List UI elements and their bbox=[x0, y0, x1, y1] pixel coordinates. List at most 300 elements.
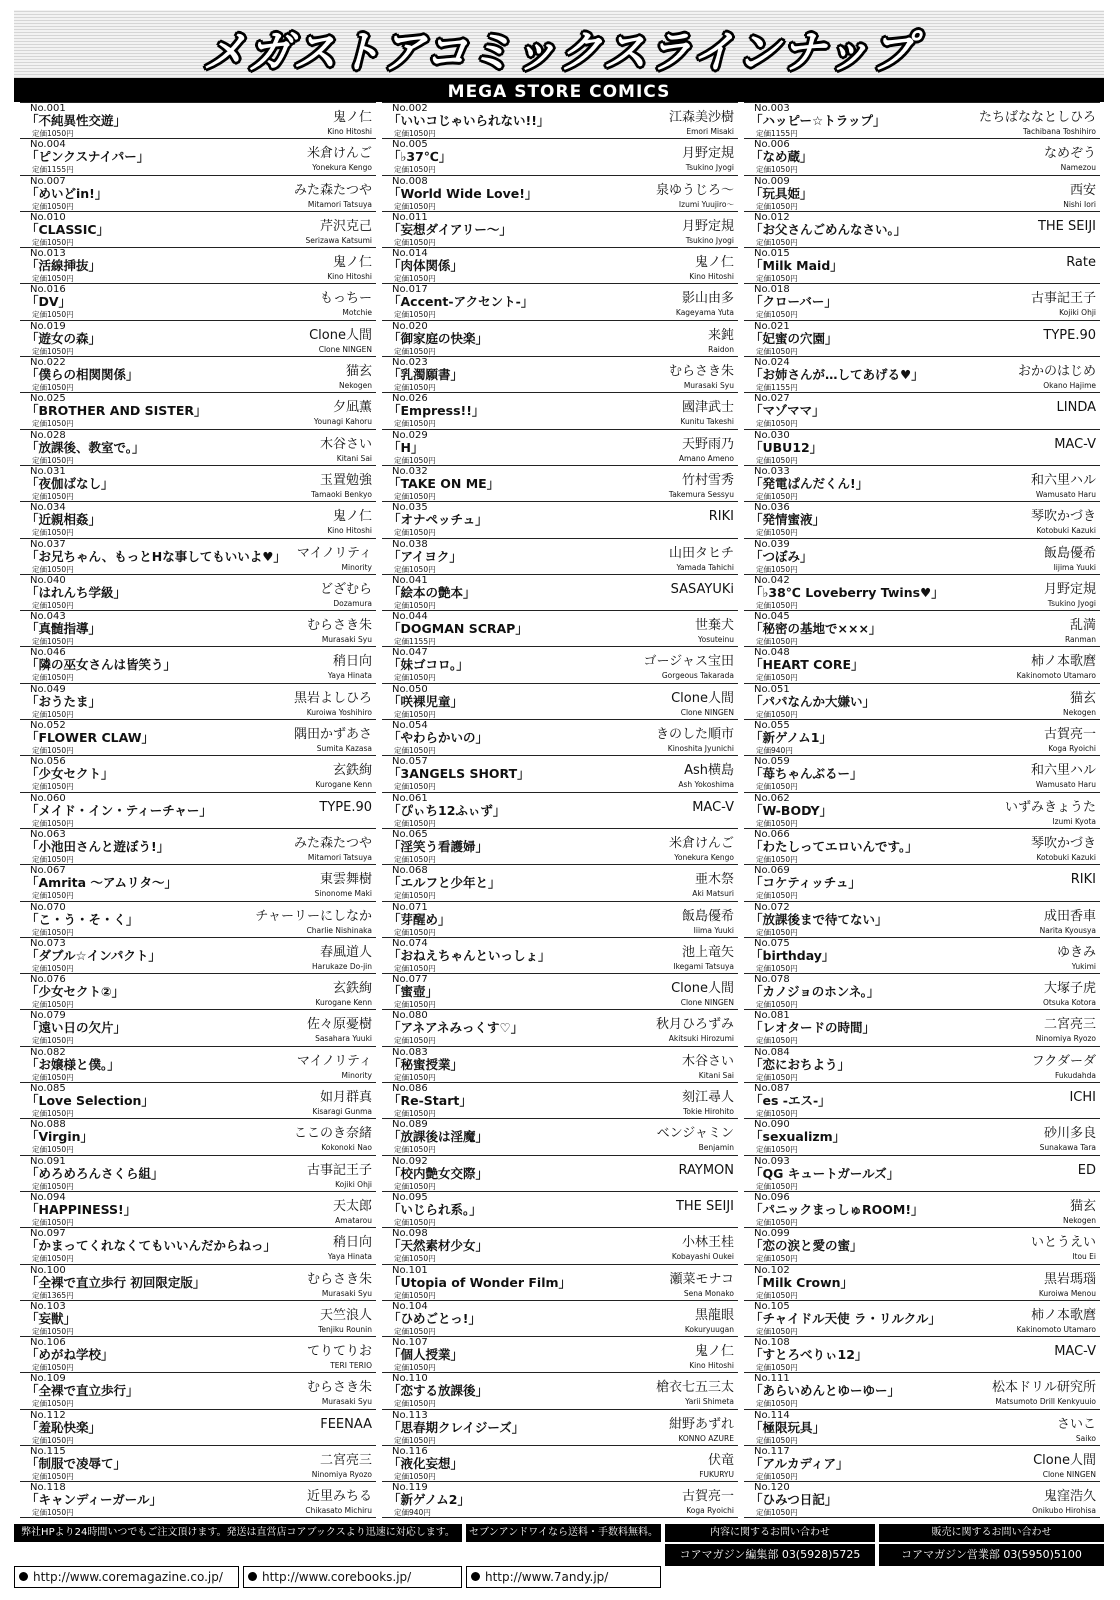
entry-author-romaji: Fukudahda bbox=[1055, 1070, 1096, 1080]
entry-author-romaji: Wamusato Haru bbox=[1035, 489, 1096, 499]
entry-author-romaji: Clone NINGEN bbox=[680, 998, 734, 1008]
page-subtitle: MEGA STORE COMICS bbox=[447, 82, 671, 102]
entry-title: 「淫笑う看護婦」 bbox=[388, 838, 489, 854]
comic-entry bbox=[744, 755, 1100, 791]
entry-author-romaji: Ninomiya Ryozo bbox=[311, 1469, 372, 1479]
comic-entry bbox=[744, 1409, 1100, 1445]
entry-title: 「放課後まで待てない」 bbox=[750, 911, 888, 927]
entry-price: 定価1050円 bbox=[394, 1109, 436, 1119]
entry-author-romaji: Tenjiku Rounin bbox=[318, 1324, 372, 1334]
entry-title: 「Re-Start」 bbox=[388, 1093, 472, 1109]
entry-author-romaji: Ranman bbox=[1064, 635, 1096, 645]
entry-number: No.034 bbox=[30, 502, 66, 514]
entry-title: 「W-BODY」 bbox=[750, 802, 833, 818]
comic-entry bbox=[20, 356, 376, 392]
entry-price: 定価1050円 bbox=[394, 1072, 436, 1082]
entry-price: 定価1050円 bbox=[32, 1508, 74, 1518]
entry-author: 近里みちる bbox=[306, 1489, 372, 1505]
comic-entry bbox=[382, 610, 738, 646]
entry-author-romaji: Namezou bbox=[1060, 163, 1096, 173]
comic-entry bbox=[20, 138, 376, 174]
entry-title: 「近親相姦」 bbox=[26, 512, 102, 528]
entry-price: 定価1050円 bbox=[394, 891, 436, 901]
entry-number: No.065 bbox=[392, 828, 428, 840]
entry-price: 定価1050円 bbox=[32, 419, 74, 429]
comic-entry bbox=[744, 283, 1100, 319]
entry-price: 定価1050円 bbox=[756, 854, 798, 864]
entry-number: No.100 bbox=[30, 1264, 66, 1276]
entry-number: No.107 bbox=[392, 1337, 428, 1349]
entry-author: ゆきみ bbox=[1056, 944, 1096, 960]
entry-title: 「3ANGELS SHORT」 bbox=[388, 766, 530, 782]
entry-price: 定価1050円 bbox=[756, 1072, 798, 1082]
comic-entry bbox=[382, 901, 738, 937]
entry-title: 「発情蜜液」 bbox=[750, 512, 826, 528]
entry-price: 定価1050円 bbox=[32, 1145, 74, 1155]
entry-title: 「いいコじゃいられない!!」 bbox=[388, 113, 550, 128]
comic-entry bbox=[744, 901, 1100, 937]
entry-title: 「少女セクト②」 bbox=[26, 984, 125, 1000]
entry-author: 西安 bbox=[1069, 182, 1096, 198]
entry-number: No.086 bbox=[392, 1083, 428, 1095]
entry-price: 定価1050円 bbox=[394, 818, 436, 828]
comic-entry bbox=[382, 211, 738, 247]
entry-author-romaji: Kunitu Takeshi bbox=[680, 417, 734, 427]
entry-number: No.033 bbox=[754, 465, 790, 477]
entry-author: みた森たつや bbox=[293, 182, 372, 198]
entry-number: No.075 bbox=[754, 937, 790, 949]
comic-entry bbox=[744, 719, 1100, 755]
comic-entry bbox=[20, 901, 376, 937]
entry-author-romaji: Nishi Iori bbox=[1063, 199, 1096, 209]
entry-author: 二宮亮三 bbox=[319, 1452, 372, 1468]
entry-number: No.042 bbox=[754, 574, 790, 586]
entry-title: 「恋におちよう」 bbox=[750, 1056, 851, 1072]
entry-price: 定価1050円 bbox=[756, 600, 798, 610]
entry-title: 「新ゲノム1」 bbox=[750, 730, 832, 746]
entry-price: 定価1050円 bbox=[756, 891, 798, 901]
entry-author-romaji: Izumi Kyota bbox=[1052, 816, 1096, 826]
comic-entry bbox=[382, 1227, 738, 1263]
entry-author: 猫玄 bbox=[1069, 1198, 1096, 1214]
entry-number: No.093 bbox=[754, 1155, 790, 1167]
entry-author: 佐々原憂樹 bbox=[306, 1017, 372, 1033]
comic-entry bbox=[382, 102, 738, 138]
entry-number: No.051 bbox=[754, 683, 790, 695]
entry-price: 定価1050円 bbox=[32, 818, 74, 828]
entry-price: 定価940円 bbox=[756, 746, 793, 756]
entry-price: 定価940円 bbox=[394, 1508, 431, 1518]
entry-price: 定価1050円 bbox=[32, 528, 74, 538]
comic-entry bbox=[382, 646, 738, 682]
comic-entry bbox=[20, 1264, 376, 1300]
entry-author-romaji: Koga Ryoichi bbox=[1048, 744, 1096, 754]
entry-number: No.023 bbox=[392, 357, 428, 369]
entry-price: 定価1050円 bbox=[32, 927, 74, 937]
entry-number: No.056 bbox=[30, 756, 66, 768]
entry-price: 定価1050円 bbox=[394, 1435, 436, 1445]
entry-author-romaji: Yonekura Kengo bbox=[674, 852, 734, 862]
entry-number: No.117 bbox=[754, 1445, 790, 1457]
entry-number: No.044 bbox=[392, 611, 428, 623]
entry-number: No.041 bbox=[392, 574, 428, 586]
entry-number: No.050 bbox=[392, 683, 428, 695]
entry-title: 「TAKE ON ME」 bbox=[388, 475, 500, 491]
entry-author: 砂川多良 bbox=[1043, 1126, 1096, 1142]
entry-price: 定価1050円 bbox=[756, 818, 798, 828]
comic-entry bbox=[20, 646, 376, 682]
entry-author-romaji: Amano Ameno bbox=[678, 453, 734, 463]
entry-price: 定価1050円 bbox=[32, 310, 74, 320]
entry-number: No.097 bbox=[30, 1228, 66, 1240]
entry-price: 定価1050円 bbox=[756, 564, 798, 574]
entry-author: 琴吹かづき bbox=[1030, 835, 1096, 851]
url-7andy-link[interactable]: http://www.7andy.jp/ bbox=[466, 1566, 661, 1588]
entry-number: No.085 bbox=[30, 1083, 66, 1095]
entry-number: No.048 bbox=[754, 647, 790, 659]
entry-title: 「お兄ちゃん、もっとHな事してもいいよ♥」 bbox=[26, 548, 286, 564]
entry-author-romaji: Charlie Nishinaka bbox=[306, 925, 372, 935]
entry-title: 「キャンディーガール」 bbox=[26, 1492, 163, 1508]
entry-author: 古賀亮一 bbox=[681, 1489, 734, 1505]
comic-entry bbox=[20, 1336, 376, 1372]
entry-price: 定価1050円 bbox=[756, 709, 798, 719]
comic-entry bbox=[382, 429, 738, 465]
entry-author: 江森美沙樹 bbox=[668, 110, 734, 125]
entry-number: No.114 bbox=[754, 1409, 790, 1421]
entry-author: マイノリティ bbox=[296, 545, 372, 561]
comic-entry bbox=[20, 828, 376, 864]
entry-price: 定価1050円 bbox=[394, 237, 436, 247]
entry-number: No.043 bbox=[30, 611, 66, 623]
entry-author: RIKI bbox=[1070, 872, 1096, 888]
entry-title: 「不純異性交遊」 bbox=[26, 113, 127, 128]
entry-author: なめぞう bbox=[1043, 146, 1096, 162]
entry-title: 「パニックまっしゅROOM!」 bbox=[750, 1201, 924, 1217]
entry-author: てりてりお bbox=[306, 1344, 372, 1360]
entry-author: 槍衣七五三太 bbox=[655, 1380, 734, 1396]
entry-title: 「わたしってエロいんです。」 bbox=[750, 838, 918, 854]
comic-entry bbox=[20, 1409, 376, 1445]
entry-number: No.079 bbox=[30, 1010, 66, 1022]
comic-entry bbox=[382, 138, 738, 174]
lineup-column bbox=[20, 102, 376, 1518]
entry-price: 定価1050円 bbox=[394, 383, 436, 393]
entry-title: 「あらいめんとゆーゆー」 bbox=[750, 1383, 901, 1399]
entry-author-romaji: Sena Monako bbox=[683, 1288, 734, 1298]
entry-price: 定価1050円 bbox=[32, 1217, 74, 1227]
entry-price: 定価1050円 bbox=[756, 1000, 798, 1010]
comic-entry bbox=[744, 1046, 1100, 1082]
entry-title: 「芽醒め」 bbox=[388, 911, 451, 927]
entry-price: 定価1050円 bbox=[32, 383, 74, 393]
entry-title: 「UBU12」 bbox=[750, 439, 823, 455]
entry-author: 玄鉄絢 bbox=[332, 981, 372, 997]
entry-number: No.071 bbox=[392, 901, 428, 913]
entry-price: 定価1155円 bbox=[32, 165, 74, 175]
entry-title: 「アイヨク」 bbox=[388, 548, 462, 564]
entry-number: No.013 bbox=[30, 248, 66, 260]
entry-author-romaji: Onikubo Hirohisa bbox=[1032, 1506, 1096, 1516]
entry-title: 「ハッピー☆トラップ」 bbox=[750, 113, 886, 128]
entry-author: 来鈍 bbox=[707, 327, 734, 343]
entry-author-romaji: Serizawa Katsumi bbox=[305, 235, 372, 245]
comic-entry bbox=[744, 610, 1100, 646]
entry-author: 天太郎 bbox=[332, 1198, 372, 1214]
entry-number: No.113 bbox=[392, 1409, 428, 1421]
entry-price: 定価1050円 bbox=[756, 1508, 798, 1518]
entry-title: 「小池田さんと遊ぼう!」 bbox=[26, 838, 170, 854]
entry-number: No.069 bbox=[754, 865, 790, 877]
entry-title: 「FLOWER CLAW」 bbox=[26, 730, 155, 746]
entry-author: 鬼ノ仁 bbox=[694, 1344, 734, 1360]
comic-entry bbox=[744, 683, 1100, 719]
entry-author: 米倉けんご bbox=[306, 146, 372, 162]
entry-title: 「オナペッチュ」 bbox=[388, 512, 488, 528]
entry-price: 定価1050円 bbox=[756, 346, 798, 356]
url-coremagazine-link[interactable]: http://www.coremagazine.co.jp/ bbox=[14, 1566, 239, 1588]
footer-contact-editorial-label: 内容に関するお問い合わせ bbox=[665, 1524, 875, 1542]
entry-author-romaji: Kakinomoto Utamaro bbox=[1016, 671, 1096, 681]
entry-author-romaji: Nekogen bbox=[338, 381, 372, 391]
entry-title: 「レオタードの時間」 bbox=[750, 1020, 876, 1036]
entry-price: 定価1050円 bbox=[394, 782, 436, 792]
entry-author: たちばななとしひろ bbox=[978, 110, 1096, 125]
entry-author: 竹村雪秀 bbox=[681, 472, 734, 488]
footer-sales-phone: コアマガジン営業部 03(5950)5100 bbox=[879, 1544, 1104, 1566]
comic-entry bbox=[744, 320, 1100, 356]
entry-author: いずみきょうた bbox=[1004, 799, 1096, 815]
comic-entry bbox=[382, 1336, 738, 1372]
entry-price: 定価1050円 bbox=[756, 1399, 798, 1409]
entry-price: 定価1050円 bbox=[32, 237, 74, 247]
entry-author-romaji: Yaya Hinata bbox=[327, 671, 372, 681]
entry-author-romaji: FUKURYU bbox=[699, 1469, 734, 1479]
comic-entry bbox=[744, 211, 1100, 247]
entry-title: 「全裸で直立歩行 初回限定版」 bbox=[26, 1274, 206, 1290]
entry-number: No.009 bbox=[754, 175, 790, 187]
comic-entry bbox=[744, 574, 1100, 610]
entry-number: No.090 bbox=[754, 1119, 790, 1131]
comic-entry bbox=[382, 320, 738, 356]
comic-entry bbox=[744, 973, 1100, 1009]
entry-author-romaji: Tsukino Jyogi bbox=[1047, 598, 1096, 608]
comic-entry bbox=[20, 538, 376, 574]
entry-number: No.109 bbox=[30, 1373, 66, 1385]
entry-price: 定価1050円 bbox=[756, 1217, 798, 1227]
comic-entry bbox=[20, 429, 376, 465]
lineup-grid bbox=[20, 102, 1100, 1518]
entry-title: 「おねえちゃんといっしょ」 bbox=[388, 947, 551, 963]
entry-number: No.077 bbox=[392, 974, 428, 986]
entry-author-romaji: Matsumoto Drill Kenkyuuio bbox=[995, 1397, 1096, 1407]
entry-author: 松本ドリル研究所 bbox=[991, 1380, 1096, 1396]
entry-price: 定価1050円 bbox=[394, 927, 436, 937]
entry-author-romaji: Okano Hajime bbox=[1043, 381, 1096, 391]
comic-entry bbox=[20, 755, 376, 791]
entry-price: 定価1155円 bbox=[756, 383, 798, 393]
entry-number: No.111 bbox=[754, 1373, 790, 1385]
entry-author: 鬼ノ仁 bbox=[694, 255, 734, 271]
entry-author: THE SEIJI bbox=[675, 1198, 734, 1214]
entry-author-romaji: Kotobuki Kazuki bbox=[1036, 852, 1096, 862]
entry-price: 定価1050円 bbox=[32, 709, 74, 719]
entry-author-romaji: Younagi Kahoru bbox=[313, 417, 372, 427]
entry-author-romaji: Koga Ryoichi bbox=[686, 1506, 734, 1516]
entry-author-romaji: Kino Hitoshi bbox=[689, 1361, 734, 1371]
bullet-icon bbox=[19, 1572, 28, 1581]
entry-price: 定価1050円 bbox=[756, 1254, 798, 1264]
entry-title: 「発電ぱんだくん!」 bbox=[750, 475, 869, 491]
entry-number: No.003 bbox=[754, 103, 790, 114]
entry-author: 古事記王子 bbox=[306, 1162, 372, 1178]
entry-price: 定価1050円 bbox=[756, 963, 798, 973]
entry-author: 黒龍眼 bbox=[694, 1307, 734, 1323]
entry-author: SASAYUKi bbox=[670, 581, 734, 597]
entry-title: 「苺ちゃんぶるー」 bbox=[750, 766, 863, 782]
comic-entry bbox=[744, 429, 1100, 465]
comic-entry bbox=[744, 538, 1100, 574]
entry-author-romaji: Sinonome Maki bbox=[314, 889, 372, 899]
comic-entry bbox=[382, 683, 738, 719]
entry-title: 「ダブル☆インパクト」 bbox=[26, 947, 161, 963]
entry-number: No.073 bbox=[30, 937, 66, 949]
entry-title: 「お嬢様と僕。」 bbox=[26, 1056, 120, 1072]
entry-author-romaji: Akitsuki Hirozumi bbox=[668, 1034, 734, 1044]
comic-entry bbox=[744, 1155, 1100, 1191]
entry-price: 定価1050円 bbox=[394, 600, 436, 610]
entry-title: 「秘密の基地で×××」 bbox=[750, 621, 882, 637]
entry-price: 定価1050円 bbox=[394, 564, 436, 574]
entry-number: No.118 bbox=[30, 1482, 66, 1494]
entry-author: 月野定規 bbox=[681, 218, 734, 234]
entry-price: 定価1050円 bbox=[32, 129, 74, 138]
entry-number: No.017 bbox=[392, 284, 428, 296]
entry-price: 定価1050円 bbox=[32, 1000, 74, 1010]
entry-author: Clone人間 bbox=[1033, 1452, 1096, 1468]
entry-price: 定価1050円 bbox=[32, 1109, 74, 1119]
entry-title: 「絵本の艶本」 bbox=[388, 584, 476, 600]
entry-author: むらさき朱 bbox=[306, 1271, 372, 1287]
entry-number: No.061 bbox=[392, 792, 428, 804]
comic-entry bbox=[20, 283, 376, 319]
entry-number: No.080 bbox=[392, 1010, 428, 1022]
entry-price: 定価1050円 bbox=[32, 1181, 74, 1191]
entry-title: 「なめ蔵」 bbox=[750, 149, 813, 165]
entry-author: むらさき朱 bbox=[306, 1380, 372, 1396]
comic-entry bbox=[20, 574, 376, 610]
entry-title: 「コケティッチュ」 bbox=[750, 875, 861, 891]
entry-price: 定価1050円 bbox=[756, 237, 798, 247]
entry-number: No.057 bbox=[392, 756, 428, 768]
entry-price: 定価1050円 bbox=[756, 310, 798, 320]
entry-title: 「つぼみ」 bbox=[750, 548, 813, 564]
entry-author-romaji: Yonekura Kengo bbox=[312, 163, 372, 173]
entry-author-romaji: Iijima Yuuki bbox=[1053, 562, 1096, 572]
entry-author: おかのはじめ bbox=[1017, 364, 1096, 380]
entry-number: No.018 bbox=[754, 284, 790, 296]
entry-price: 定価1050円 bbox=[32, 854, 74, 864]
entry-price: 定価1050円 bbox=[394, 201, 436, 211]
comic-entry bbox=[744, 1445, 1100, 1481]
entry-number: No.040 bbox=[30, 574, 66, 586]
entry-title: 「咲裸児童」 bbox=[388, 693, 464, 709]
entry-author-romaji: Ninomiya Ryozo bbox=[1035, 1034, 1096, 1044]
entry-number: No.019 bbox=[30, 320, 66, 332]
comic-entry bbox=[20, 1191, 376, 1227]
entry-price: 定価1050円 bbox=[32, 673, 74, 683]
entry-number: No.024 bbox=[754, 357, 790, 369]
entry-author-romaji: Raidon bbox=[708, 344, 734, 354]
entry-author: どざむら bbox=[319, 581, 372, 597]
entry-author: 月野定規 bbox=[1043, 581, 1096, 597]
entry-number: No.029 bbox=[392, 429, 428, 441]
entry-title: 「マゾママ」 bbox=[750, 403, 825, 419]
entry-author: 泉ゆうじろ～ bbox=[655, 182, 734, 198]
entry-author-romaji: Wamusato Haru bbox=[1035, 780, 1096, 790]
entry-author: 古事記王子 bbox=[1030, 291, 1096, 307]
entry-price: 定価1050円 bbox=[394, 709, 436, 719]
entry-number: No.088 bbox=[30, 1119, 66, 1131]
entry-author-romaji: Otsuka Kotora bbox=[1042, 998, 1096, 1008]
comic-entry bbox=[744, 1082, 1100, 1118]
entry-author: ED bbox=[1077, 1162, 1096, 1178]
comic-entry bbox=[382, 719, 738, 755]
entry-number: No.008 bbox=[392, 175, 428, 187]
entry-author-romaji: Kino Hitoshi bbox=[689, 272, 734, 282]
entry-number: No.022 bbox=[30, 357, 66, 369]
entry-author-romaji: Benjamin bbox=[698, 1143, 734, 1153]
entry-price: 定価1050円 bbox=[756, 1326, 798, 1336]
entry-author: 天竺浪人 bbox=[319, 1307, 372, 1323]
entry-title: 「真髄指導」 bbox=[26, 621, 102, 637]
entry-author: マイノリティ bbox=[296, 1053, 372, 1069]
entry-number: No.052 bbox=[30, 720, 66, 732]
entry-author-romaji: Harukaze Do-jin bbox=[312, 961, 372, 971]
url-corebooks-link[interactable]: http://www.corebooks.jp/ bbox=[243, 1566, 462, 1588]
bullet-icon bbox=[471, 1572, 480, 1581]
entry-price: 定価1050円 bbox=[756, 491, 798, 501]
entry-author: みた森たつや bbox=[293, 835, 372, 851]
entry-number: No.081 bbox=[754, 1010, 790, 1022]
lineup-column bbox=[744, 102, 1100, 1518]
entry-price: 定価1050円 bbox=[32, 274, 74, 284]
entry-title: 「思春期クレイジーズ」 bbox=[388, 1419, 525, 1435]
entry-title: 「アネアネみっくす♡」 bbox=[388, 1020, 524, 1036]
comic-entry bbox=[382, 465, 738, 501]
entry-author-romaji: Kino Hitoshi bbox=[327, 127, 372, 136]
entry-author: 夕凪薫 bbox=[332, 400, 372, 416]
comic-entry bbox=[20, 392, 376, 428]
comic-entry bbox=[20, 973, 376, 1009]
entry-title: 「全裸で直立歩行」 bbox=[26, 1383, 139, 1399]
entry-author: 柿ノ本歌麿 bbox=[1030, 654, 1096, 670]
comic-entry bbox=[382, 1118, 738, 1154]
comic-entry bbox=[382, 1409, 738, 1445]
footer-notice-7andy: セブンアンドワイなら送料・手数料無料。 bbox=[466, 1524, 661, 1542]
entry-price: 定価1050円 bbox=[394, 1036, 436, 1046]
entry-number: No.025 bbox=[30, 393, 66, 405]
entry-number: No.106 bbox=[30, 1337, 66, 1349]
entry-title: 「こ・う・そ・く」 bbox=[26, 911, 139, 927]
entry-author-romaji: Motchie bbox=[342, 308, 372, 318]
entry-title: 「Milk Maid」 bbox=[750, 258, 843, 274]
entry-author: Clone人間 bbox=[671, 981, 734, 997]
entry-number: No.037 bbox=[30, 538, 66, 550]
entry-number: No.027 bbox=[754, 393, 790, 405]
entry-price: 定価1050円 bbox=[394, 491, 436, 501]
entry-title: 「es -エス-」 bbox=[750, 1093, 831, 1109]
